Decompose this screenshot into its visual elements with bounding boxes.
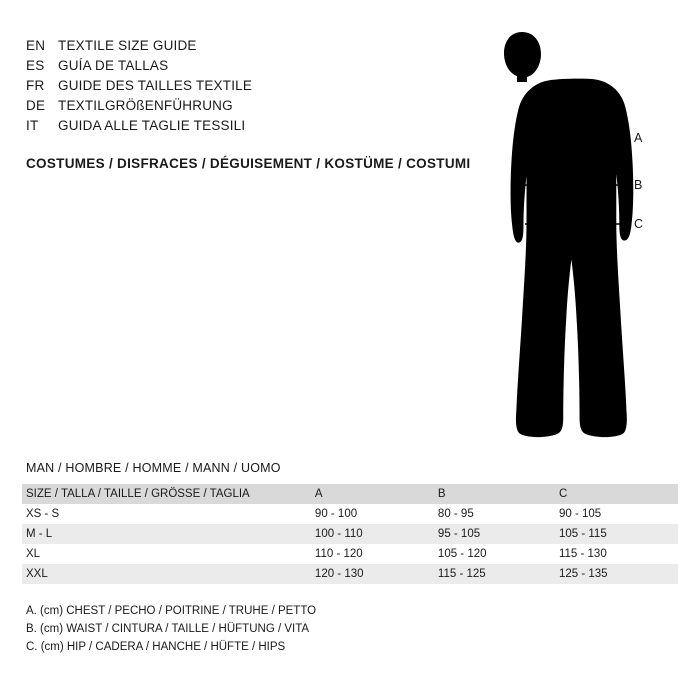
cell-size: M - L (22, 524, 311, 544)
footnote-list (26, 602, 316, 656)
language-row-fr (26, 76, 456, 96)
language-row-en (26, 36, 456, 56)
column-header-size: SIZE / TALLA / TAILLE / GRÖSSE / TAGLIA (22, 484, 311, 504)
cell-a: 120 - 130 (311, 564, 434, 584)
table-header-row (22, 484, 678, 504)
language-row-it (26, 116, 456, 136)
language-text-es: GUÍA DE TALLAS (58, 58, 169, 73)
cell-size: XXL (22, 564, 311, 584)
language-list (26, 36, 456, 136)
cell-a: 90 - 100 (311, 504, 434, 524)
language-text-fr: GUIDE DES TAILLES TEXTILE (58, 78, 253, 93)
category-subtitle: COSTUMES / DISFRACES / DÉGUISEMENT / KOSTÜME / COSTUMI (26, 156, 471, 171)
cell-c: 115 - 130 (555, 544, 678, 564)
language-row-de (26, 96, 456, 116)
language-code-it: IT (26, 118, 39, 133)
cell-b: 115 - 125 (434, 564, 555, 584)
cell-b: 95 - 105 (434, 524, 555, 544)
cell-a: 110 - 120 (311, 544, 434, 564)
footnote-b: B. (cm) WAIST / CINTURA / TAILLE / HÜFTUNG / VITA (26, 623, 310, 635)
language-code-es: ES (26, 58, 45, 73)
footnote-c: C. (cm) HIP / CADERA / HANCHE / HÜFTE / HIPS (26, 641, 286, 653)
table-row (22, 504, 678, 524)
table-row (22, 524, 678, 544)
measure-label-b: B (634, 178, 643, 192)
language-row-es (26, 56, 456, 76)
cell-c: 105 - 115 (555, 524, 678, 544)
cell-c: 125 - 135 (555, 564, 678, 584)
cell-a: 100 - 110 (311, 524, 434, 544)
table-header (22, 484, 678, 504)
language-text-en: TEXTILE SIZE GUIDE (58, 38, 197, 53)
cell-b: 80 - 95 (434, 504, 555, 524)
column-header-c: C (555, 484, 678, 504)
language-code-fr: FR (26, 78, 45, 93)
cell-b: 105 - 120 (434, 544, 555, 564)
measure-label-c: C (634, 217, 644, 231)
table-row (22, 564, 678, 584)
measurement-figure (470, 18, 690, 438)
cell-c: 90 - 105 (555, 504, 678, 524)
language-code-en: EN (26, 38, 46, 53)
column-header-a: A (311, 484, 434, 504)
cell-size: XL (22, 544, 311, 564)
column-header-b: B (434, 484, 555, 504)
table-body (22, 504, 678, 584)
male-silhouette-icon (470, 18, 690, 438)
cell-size: XS - S (22, 504, 311, 524)
language-text-de: TEXTILGRÖßENFÜHRUNG (58, 98, 233, 113)
table-title: MAN / HOMBRE / HOMME / MANN / UOMO (26, 461, 281, 475)
measure-label-a: A (634, 131, 643, 145)
footnote-a: A. (cm) CHEST / PECHO / POITRINE / TRUHE / PETTO (26, 605, 317, 617)
size-table (22, 484, 678, 584)
language-text-it: GUIDA ALLE TAGLIE TESSILI (58, 118, 246, 133)
language-code-de: DE (26, 98, 46, 113)
table-row (22, 544, 678, 564)
